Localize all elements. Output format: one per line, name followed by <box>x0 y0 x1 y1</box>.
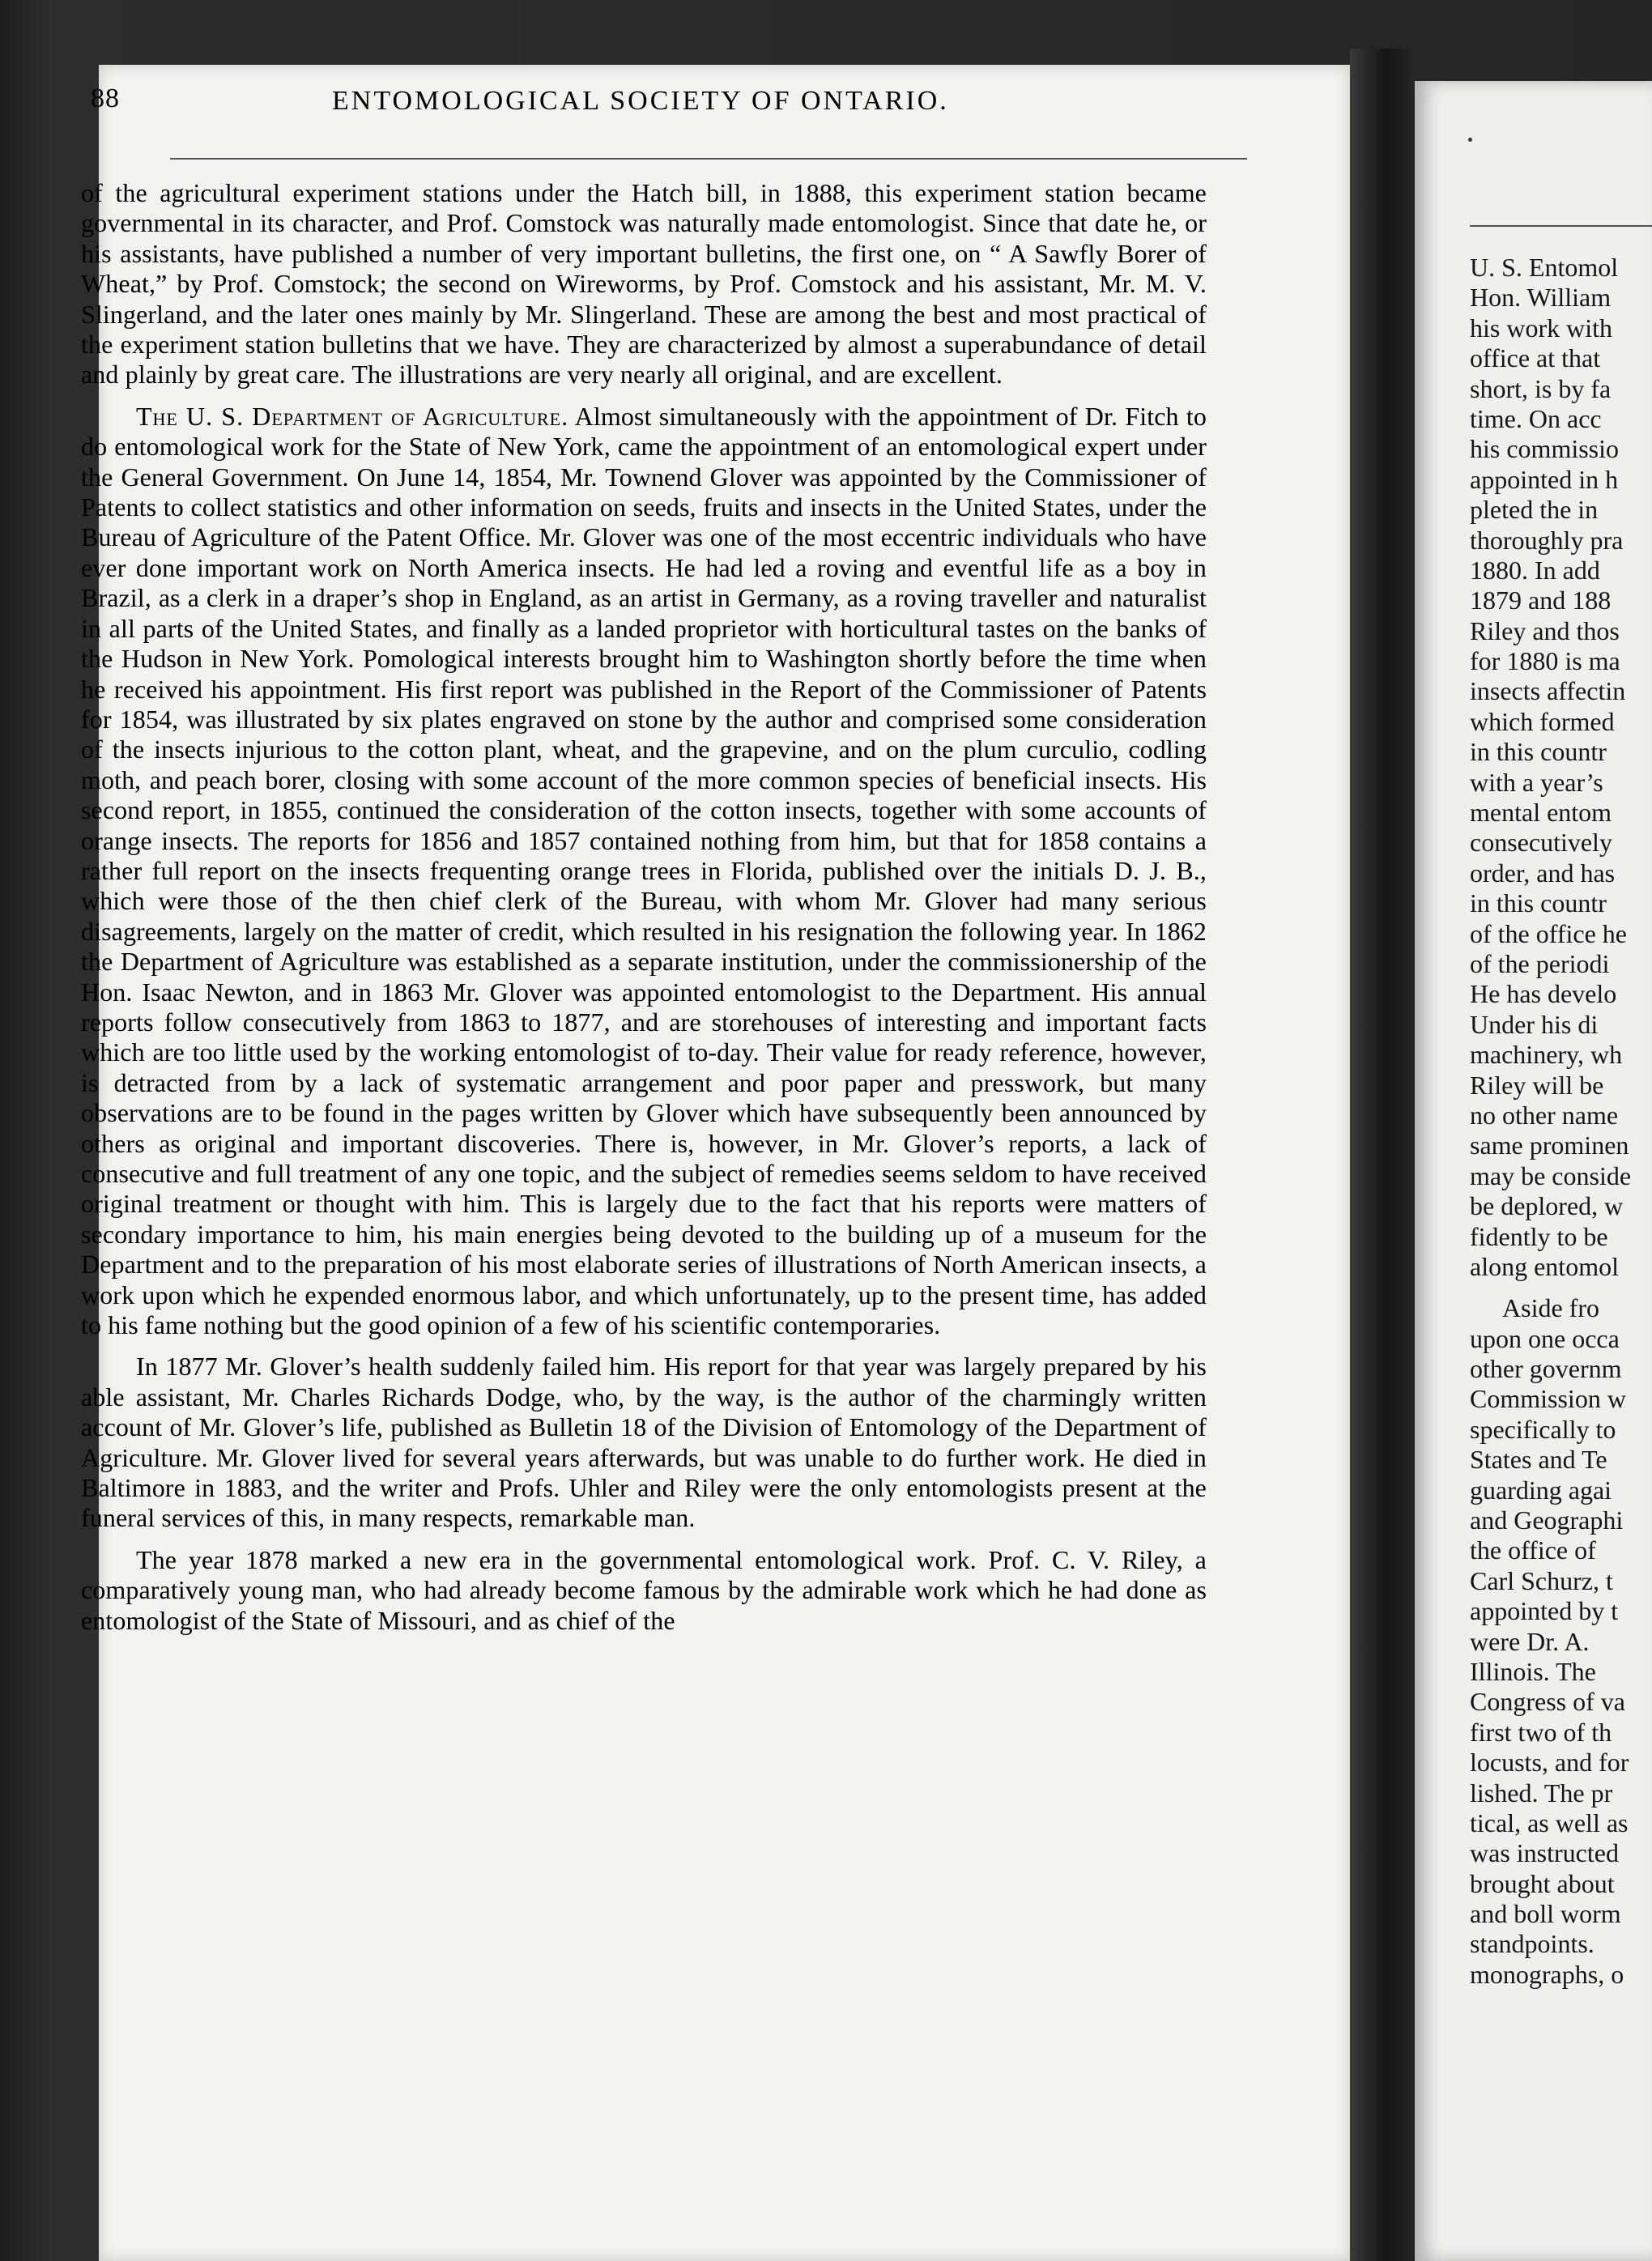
right-line: machinery, wh <box>1470 1040 1623 1070</box>
right-line: 1879 and 188 <box>1470 585 1612 615</box>
right-line: He has develo <box>1470 979 1617 1009</box>
right-line: were Dr. A. <box>1470 1626 1590 1656</box>
right-line: for 1880 is ma <box>1470 646 1620 676</box>
paragraph-gap <box>1470 1282 1652 1293</box>
right-line: locusts, and for <box>1470 1748 1629 1778</box>
right-line: Congress of va <box>1470 1687 1625 1717</box>
right-line: Commission w <box>1470 1384 1626 1414</box>
right-line: Carl Schurz, t <box>1470 1565 1613 1595</box>
right-line: and Geographi <box>1470 1505 1624 1535</box>
right-line: be deplored, w <box>1470 1191 1624 1221</box>
right-line: consecutively <box>1470 828 1612 858</box>
right-line: which formed <box>1470 706 1615 736</box>
right-line: appointed in h <box>1470 464 1619 494</box>
right-line: Illinois. The <box>1470 1656 1596 1686</box>
page-number: 88 <box>91 83 120 113</box>
running-title: ENTOMOLOGICAL SOCIETY OF ONTARIO. <box>332 86 949 116</box>
right-header-rule <box>1470 225 1652 227</box>
page-mark <box>1468 138 1472 142</box>
right-line: his work with <box>1470 313 1612 343</box>
right-line: first two of th <box>1470 1717 1612 1747</box>
right-line: standpoints. <box>1470 1929 1595 1959</box>
section-heading: The U. S. Department of Agriculture. <box>136 401 569 431</box>
right-line: insects affectin <box>1470 676 1626 706</box>
right-line: upon one occa <box>1470 1323 1620 1353</box>
right-line: along entomol <box>1470 1251 1619 1281</box>
right-line: of the office he <box>1470 918 1627 948</box>
right-line: no other name <box>1470 1100 1619 1130</box>
paragraph-2-text: Almost simultaneously with the appointment of Dr. Fitch to do entomological work for the State of New York, came the appointment of an entomological expert under the General Government. On June 14, 1854, Mr. Townend Glover was appointed by the Commissioner of Patents to collect statistics and other information on seeds, fruits and insects in the United States, under the Bureau of Agriculture of the Patent Office. Mr. Glover was one of the most eccentric individuals who have ever done important work on North America insects. He had led a roving and eventful life as a boy in Brazil, as a clerk in a draper’s shop in England, as an artist in Germany, as a roving traveller and naturalist in all parts of the United States, and finally as a landed proprietor with horticultural tastes on the banks of the Hudson in New York. Pomological interests brought him to Washington shortly before the time when he received his appointment. His first report was published in the Report of the Commissioner of Patents for 1854, was illustrated by six plates engraved on stone by the author and comprised some consideration of the insects injurious to the cotton plant, wheat, and the grapevine, and on the plum curculio, codling moth, and peach borer, closing with some account of the more common species of beneficial insects. His second report, in 1855, continued the consideration of the cotton insects, together with some accounts of orange insects. The reports for 1856 and 1857 contained nothing from him, but that for 1858 contains a rather full report on the insects frequenting orange trees in Florida, published over the initials D. J. B., which were those of the then chief clerk of the Bureau, with whom Mr. Glover had many serious disagreements, largely on the matter of credit, which resulted in his resignation the following year. In 1862 the Department of Agriculture was established as a separate institution, under the commissionership of the Hon. Isaac Newton, and in 1863 Mr. Glover was appointed entomologist to the Department. His annual reports follow consecutively from 1863 to 1877, and are storehouses of interesting and important facts which are too little used by the working entomologist of to-day. Their value for ready reference, however, is detracted from by a lack of systematic arrangement and poor paper and presswork, but many observations are to be found in the pages written by Glover which have subsequently been announced by others as original and important discoveries. There is, however, in Mr. Glover’s reports, a lack of consecutive and full treatment of any one topic, and the subject of remedies seems seldom to have received original treatment or thought with him. This is largely due to the fact that his reports were matters of secondary importance to him, his main energies being devoted to the building up of a museum for the Department and to the preparation of his most elaborate series of illustrations of North American insects, a work upon which he expended enormous labor, and which unfortunately, up to the present time, has added to his fame nothing but the good opinion of a few of his scientific contemporaries. <box>81 401 1207 1340</box>
paragraph-1: of the agricultural experiment stations under the Hatch bill, in 1888, this experiment station became governmental in its character, and Prof. Comstock was naturally made entomologist. Since that date he, or his assistants, have published a number of very important bulletins, the first one, on “ A Sawfly Borer of Wheat,” by Prof. Comstock; the second on Wireworms, by Prof. Comstock and his assistant, Mr. M. V. Slingerland, and the later ones mainly by Mr. Slingerland. These are among the best and most practical of the experiment station bulletins that we have. They are characterized by almost a superabundance of detail and plainly by great care. The illustrations are very nearly all original, and are excellent. <box>81 178 1207 390</box>
right-line: guarding agai <box>1470 1475 1612 1505</box>
right-line: time. On acc <box>1470 403 1602 433</box>
right-line: 1880. In add <box>1470 555 1600 585</box>
right-page <box>1415 81 1652 2261</box>
right-line: order, and has <box>1470 858 1616 888</box>
right-line: Aside fro <box>1502 1293 1599 1323</box>
book-gutter <box>1350 49 1415 2261</box>
right-line: the office of <box>1470 1535 1596 1565</box>
right-line: his commissio <box>1470 434 1620 464</box>
right-line: mental entom <box>1470 798 1612 828</box>
right-line: lished. The pr <box>1470 1778 1613 1808</box>
right-block-1 <box>1470 253 1652 1282</box>
right-line: specifically to <box>1470 1414 1616 1444</box>
right-line: with a year’s <box>1470 767 1603 797</box>
right-line: in this countr <box>1470 888 1607 918</box>
right-line: Riley and thos <box>1470 615 1620 645</box>
right-line: fidently to be <box>1470 1221 1608 1251</box>
right-line: of the periodi <box>1470 948 1610 978</box>
paragraph-4: The year 1878 marked a new era in the governmental entomological work. Prof. C. V. Riley, a comparatively young man, who had already become famous by the admirable work which he had done as entomologist of the State of Missouri, and as chief of the <box>81 1544 1207 1635</box>
right-page-text <box>1470 253 1652 1990</box>
right-line: Under his di <box>1470 1009 1599 1039</box>
right-line: short, is by fa <box>1470 373 1612 403</box>
body-text <box>81 178 1207 1636</box>
right-line: U. S. Entomol <box>1470 253 1619 282</box>
right-line: States and Te <box>1470 1445 1607 1475</box>
right-line: Hon. William <box>1470 283 1612 313</box>
header-rule <box>170 158 1247 160</box>
right-line: monographs, o <box>1470 1959 1624 1989</box>
paragraph-3: In 1877 Mr. Glover’s health suddenly failed him. His report for that year was largely prepared by his able assistant, Mr. Charles Richards Dodge, who, by the way, is the author of the charmingly written account of Mr. Glover’s life, published as Bulletin 18 of the Division of Entomology of the Department of Agriculture. Mr. Glover lived for several years afterwards, but was unable to do further work. He died in Baltimore in 1883, and the writer and Profs. Uhler and Riley were the only entomologists present at the funeral services of this, in many respects, remarkable man. <box>81 1352 1207 1533</box>
right-line: was instructed <box>1470 1838 1619 1868</box>
right-line: pleted the in <box>1470 495 1599 525</box>
right-line: same prominen <box>1470 1130 1629 1160</box>
right-line: tical, as well as <box>1470 1808 1629 1837</box>
right-line: thoroughly pra <box>1470 525 1624 555</box>
right-line: brought about <box>1470 1868 1615 1898</box>
right-line: in this countr <box>1470 737 1607 767</box>
right-line: office at that <box>1470 343 1601 373</box>
paragraph-2 <box>81 402 1207 1341</box>
right-line: other governm <box>1470 1354 1622 1384</box>
right-line: and boll worm <box>1470 1899 1621 1929</box>
right-line: may be conside <box>1470 1160 1632 1190</box>
right-block-2 <box>1470 1293 1652 1990</box>
right-line: Riley will be <box>1470 1070 1604 1100</box>
right-line: appointed by t <box>1470 1596 1619 1626</box>
